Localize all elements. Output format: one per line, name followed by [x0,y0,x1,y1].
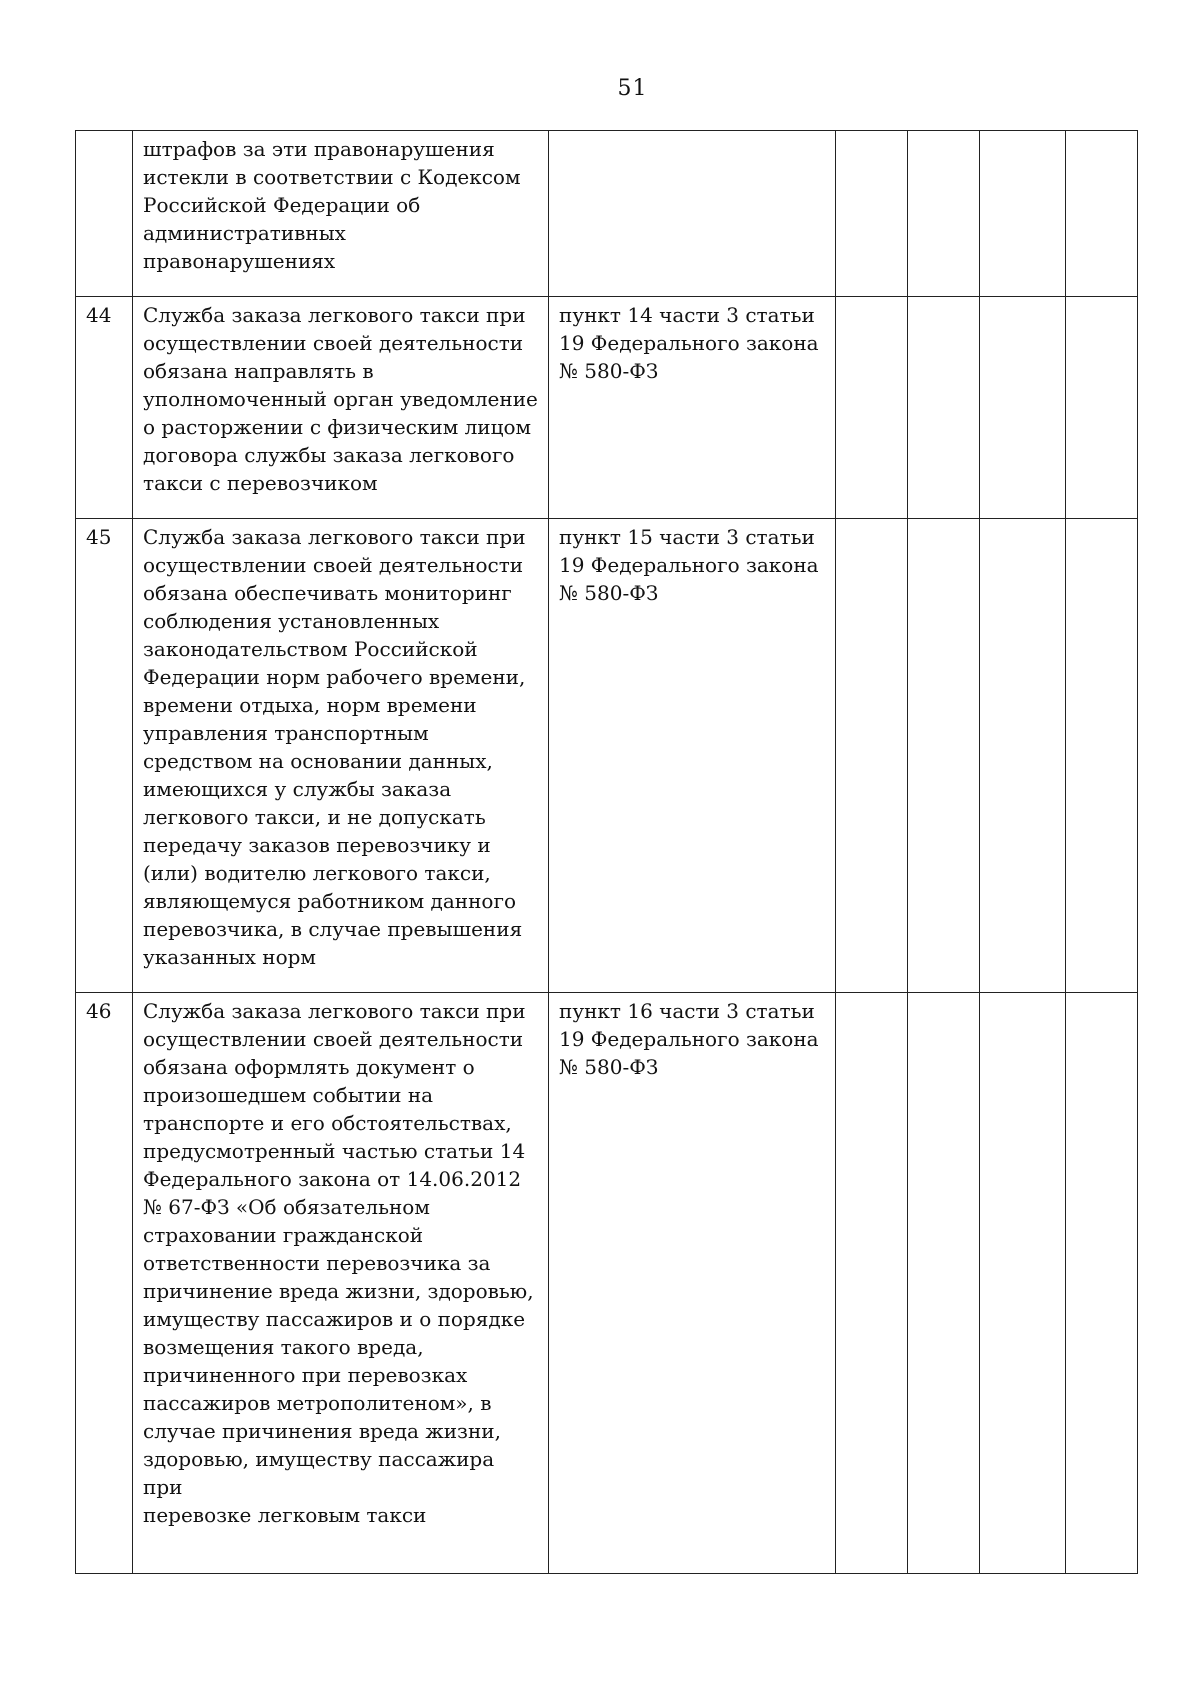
empty-cell [1066,993,1138,1574]
empty-cell [836,297,908,519]
empty-cell [1066,297,1138,519]
legal-reference: пункт 16 части 3 статьи 19 Федерального закона № 580-ФЗ [549,993,836,1574]
empty-cell [836,131,908,297]
requirement-text: штрафов за эти правонарушения истекли в соответствии с Кодексом Российской Федерации об административных правонарушениях [133,131,549,297]
row-number: 45 [76,519,133,993]
empty-cell [980,519,1066,993]
empty-cell [980,993,1066,1574]
empty-cell [908,297,980,519]
empty-cell [836,519,908,993]
table-row [76,519,1138,993]
empty-cell [1066,131,1138,297]
table-row [76,131,1138,297]
requirement-text: Служба заказа легкового такси при осуществлении своей деятельности обязана обеспечивать мониторинг соблюдения установленных законодательством Российской Федерации норм рабочего времени, времени отдыха, норм времени управления транспортным средством на основании данных, имеющихся у службы заказа легкового такси, и не допускать передачу заказов перевозчику и (или) водителю легкового такси, являющемуся работником данного перевозчика, в случае превышения указанных норм [133,519,549,993]
empty-cell [908,519,980,993]
row-number [76,131,133,297]
empty-cell [1066,519,1138,993]
legal-reference: пункт 14 части 3 статьи 19 Федерального закона № 580-ФЗ [549,297,836,519]
legal-reference [549,131,836,297]
empty-cell [980,297,1066,519]
checklist-table [75,130,1138,1574]
table-row [76,993,1138,1574]
table-row [76,297,1138,519]
legal-reference: пункт 15 части 3 статьи 19 Федерального закона № 580-ФЗ [549,519,836,993]
requirement-text: Служба заказа легкового такси при осуществлении своей деятельности обязана оформлять документ о произошедшем событии на транспорте и его обстоятельствах, предусмотренный частью статьи 14 Федерального закона от 14.06.2012 № 67-ФЗ «Об обязательном страховании гражданской ответственности перевозчика за причинение вреда жизни, здоровью, имуществу пассажиров и о порядке возмещения такого вреда, причиненного при перевозках пассажиров метрополитеном», в случае причинения вреда жизни, здоровью, имуществу пассажира при перевозке легковым такси [133,993,549,1574]
empty-cell [980,131,1066,297]
requirement-text: Служба заказа легкового такси при осуществлении своей деятельности обязана направлять в уполномоченный орган уведомление о расторжении с физическим лицом договора службы заказа легкового такси с перевозчиком [133,297,549,519]
page-number: 51 [617,76,648,101]
empty-cell [908,131,980,297]
row-number: 44 [76,297,133,519]
empty-cell [908,993,980,1574]
empty-cell [836,993,908,1574]
row-number: 46 [76,993,133,1574]
